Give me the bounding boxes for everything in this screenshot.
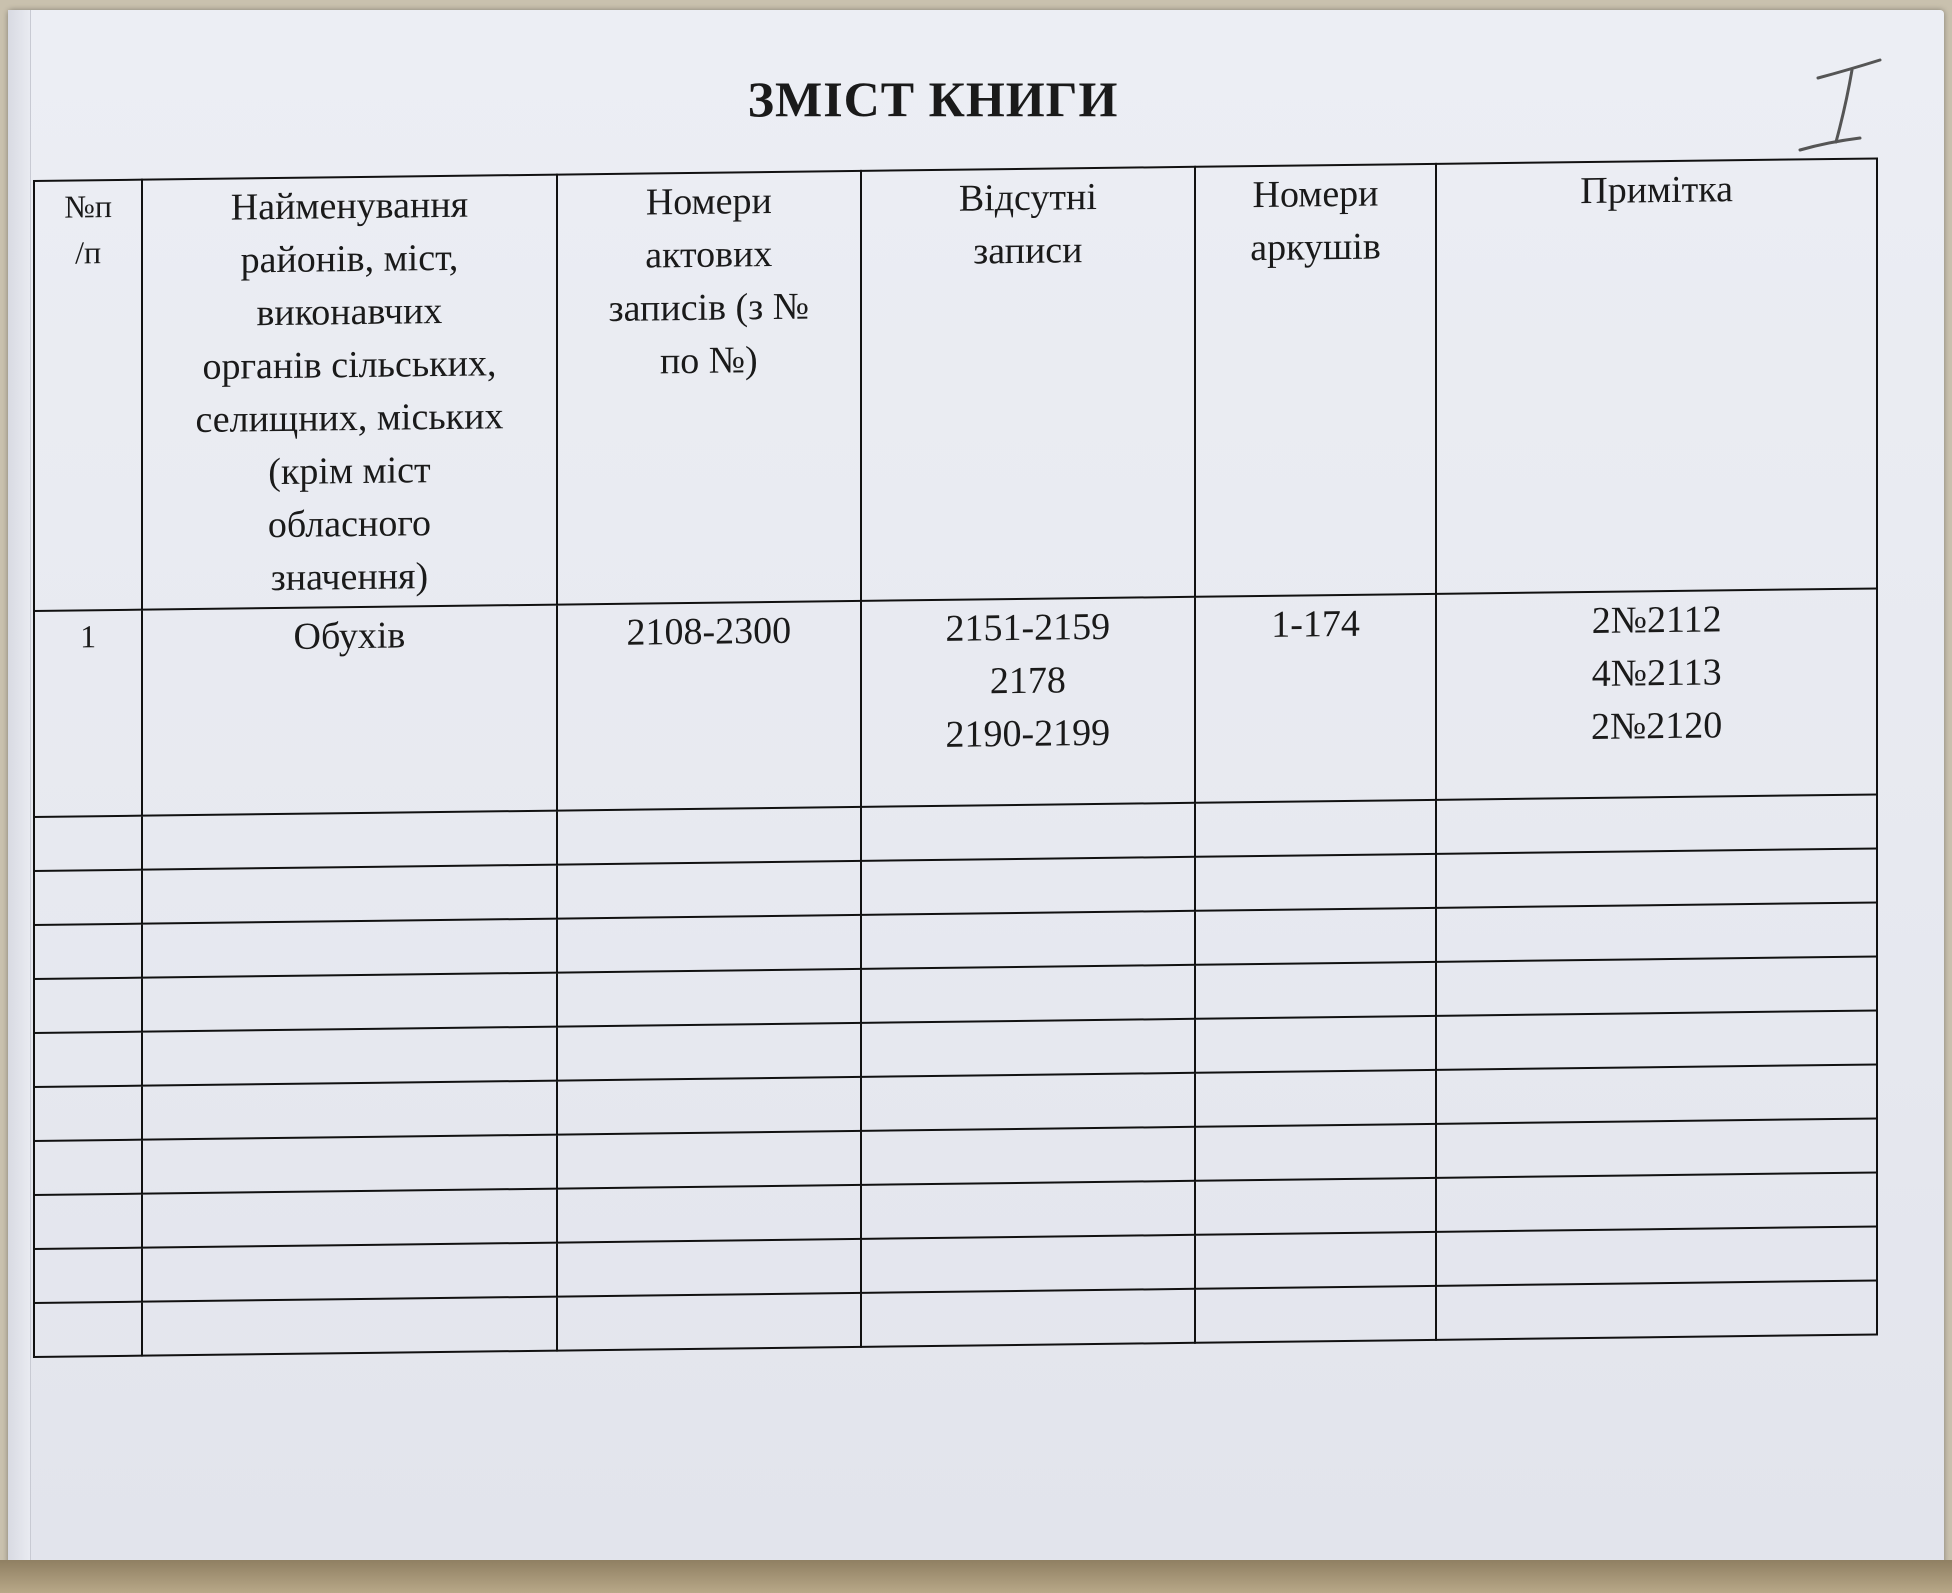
- row-name: Обухів: [142, 605, 556, 816]
- empty-cell: [34, 816, 142, 871]
- empty-cell: [861, 1289, 1195, 1347]
- desk-surface: [0, 1560, 1952, 1593]
- empty-cell: [557, 861, 861, 919]
- empty-cell: [557, 1185, 861, 1243]
- row-number: 1: [34, 610, 142, 817]
- empty-cell: [1436, 848, 1877, 907]
- empty-cell: [1436, 1010, 1877, 1069]
- empty-cell: [1195, 1232, 1437, 1289]
- empty-cell: [142, 1297, 556, 1356]
- empty-cell: [557, 915, 861, 973]
- empty-cell: [1195, 962, 1437, 1019]
- empty-cell: [557, 1239, 861, 1297]
- empty-cell: [1195, 1124, 1437, 1181]
- empty-cell: [1436, 1280, 1877, 1339]
- empty-cell: [861, 1127, 1195, 1185]
- empty-cell: [1195, 854, 1437, 911]
- empty-cell: [557, 1131, 861, 1189]
- empty-cell: [142, 1135, 556, 1194]
- empty-cell: [34, 1194, 142, 1249]
- empty-cell: [861, 965, 1195, 1023]
- page-binding-edge: [8, 10, 31, 1570]
- empty-cell: [861, 803, 1195, 861]
- header-record-numbers: Номери актових записів (з № по №): [557, 171, 861, 605]
- empty-cell: [1436, 902, 1877, 961]
- empty-cell: [1195, 1286, 1437, 1343]
- empty-cell: [1436, 1172, 1877, 1231]
- empty-cell: [861, 1019, 1195, 1077]
- empty-cell: [1195, 1016, 1437, 1073]
- empty-cell: [557, 1077, 861, 1135]
- empty-cell: [861, 1235, 1195, 1293]
- empty-rows-group: [34, 794, 1877, 1357]
- page-title: ЗМІСТ КНИГИ: [747, 71, 1119, 127]
- empty-cell: [1195, 1070, 1437, 1127]
- empty-cell: [1436, 956, 1877, 1015]
- header-number: №п /п: [34, 180, 142, 611]
- contents-table: [33, 157, 1878, 1358]
- empty-cell: [34, 1032, 142, 1087]
- empty-cell: [34, 1140, 142, 1195]
- document-page: [8, 10, 1944, 1570]
- row-sheet-numbers: 1-174: [1195, 594, 1437, 803]
- empty-cell: [142, 973, 556, 1032]
- empty-cell: [861, 857, 1195, 915]
- empty-cell: [861, 1181, 1195, 1239]
- empty-cell: [557, 1023, 861, 1081]
- empty-cell: [142, 811, 556, 870]
- header-notes: Примітка: [1436, 158, 1877, 593]
- empty-cell: [142, 1081, 556, 1140]
- row-record-numbers: 2108-2300: [557, 601, 861, 811]
- header-name: Найменування районів, міст, виконавчих органів сільських, селищних, міських (крім міст обласного значення): [142, 175, 556, 610]
- empty-cell: [142, 865, 556, 924]
- empty-cell: [1436, 1064, 1877, 1123]
- handwritten-page-mark: [1788, 50, 1898, 160]
- header-missing-records: Відсутні записи: [861, 167, 1195, 601]
- header-sheet-numbers: Номери аркушів: [1195, 164, 1437, 597]
- empty-cell: [861, 911, 1195, 969]
- empty-cell: [34, 1302, 142, 1357]
- table-row: [34, 588, 1877, 817]
- row-notes: 2№2112 4№2113 2№2120: [1436, 588, 1877, 799]
- empty-cell: [861, 1073, 1195, 1131]
- empty-cell: [34, 1248, 142, 1303]
- empty-cell: [1195, 908, 1437, 965]
- empty-cell: [34, 924, 142, 979]
- row-missing-records: 2151-2159 2178 2190-2199: [861, 597, 1195, 807]
- empty-cell: [1195, 800, 1437, 857]
- empty-cell: [1195, 1178, 1437, 1235]
- header-row: [34, 158, 1877, 611]
- empty-cell: [1436, 1226, 1877, 1285]
- empty-cell: [1436, 1118, 1877, 1177]
- empty-cell: [1436, 794, 1877, 853]
- empty-cell: [142, 1027, 556, 1086]
- empty-cell: [142, 919, 556, 978]
- empty-cell: [142, 1189, 556, 1248]
- empty-cell: [557, 1293, 861, 1351]
- empty-cell: [557, 969, 861, 1027]
- empty-cell: [34, 870, 142, 925]
- empty-cell: [34, 978, 142, 1033]
- empty-cell: [557, 807, 861, 865]
- empty-cell: [142, 1243, 556, 1302]
- empty-cell: [34, 1086, 142, 1141]
